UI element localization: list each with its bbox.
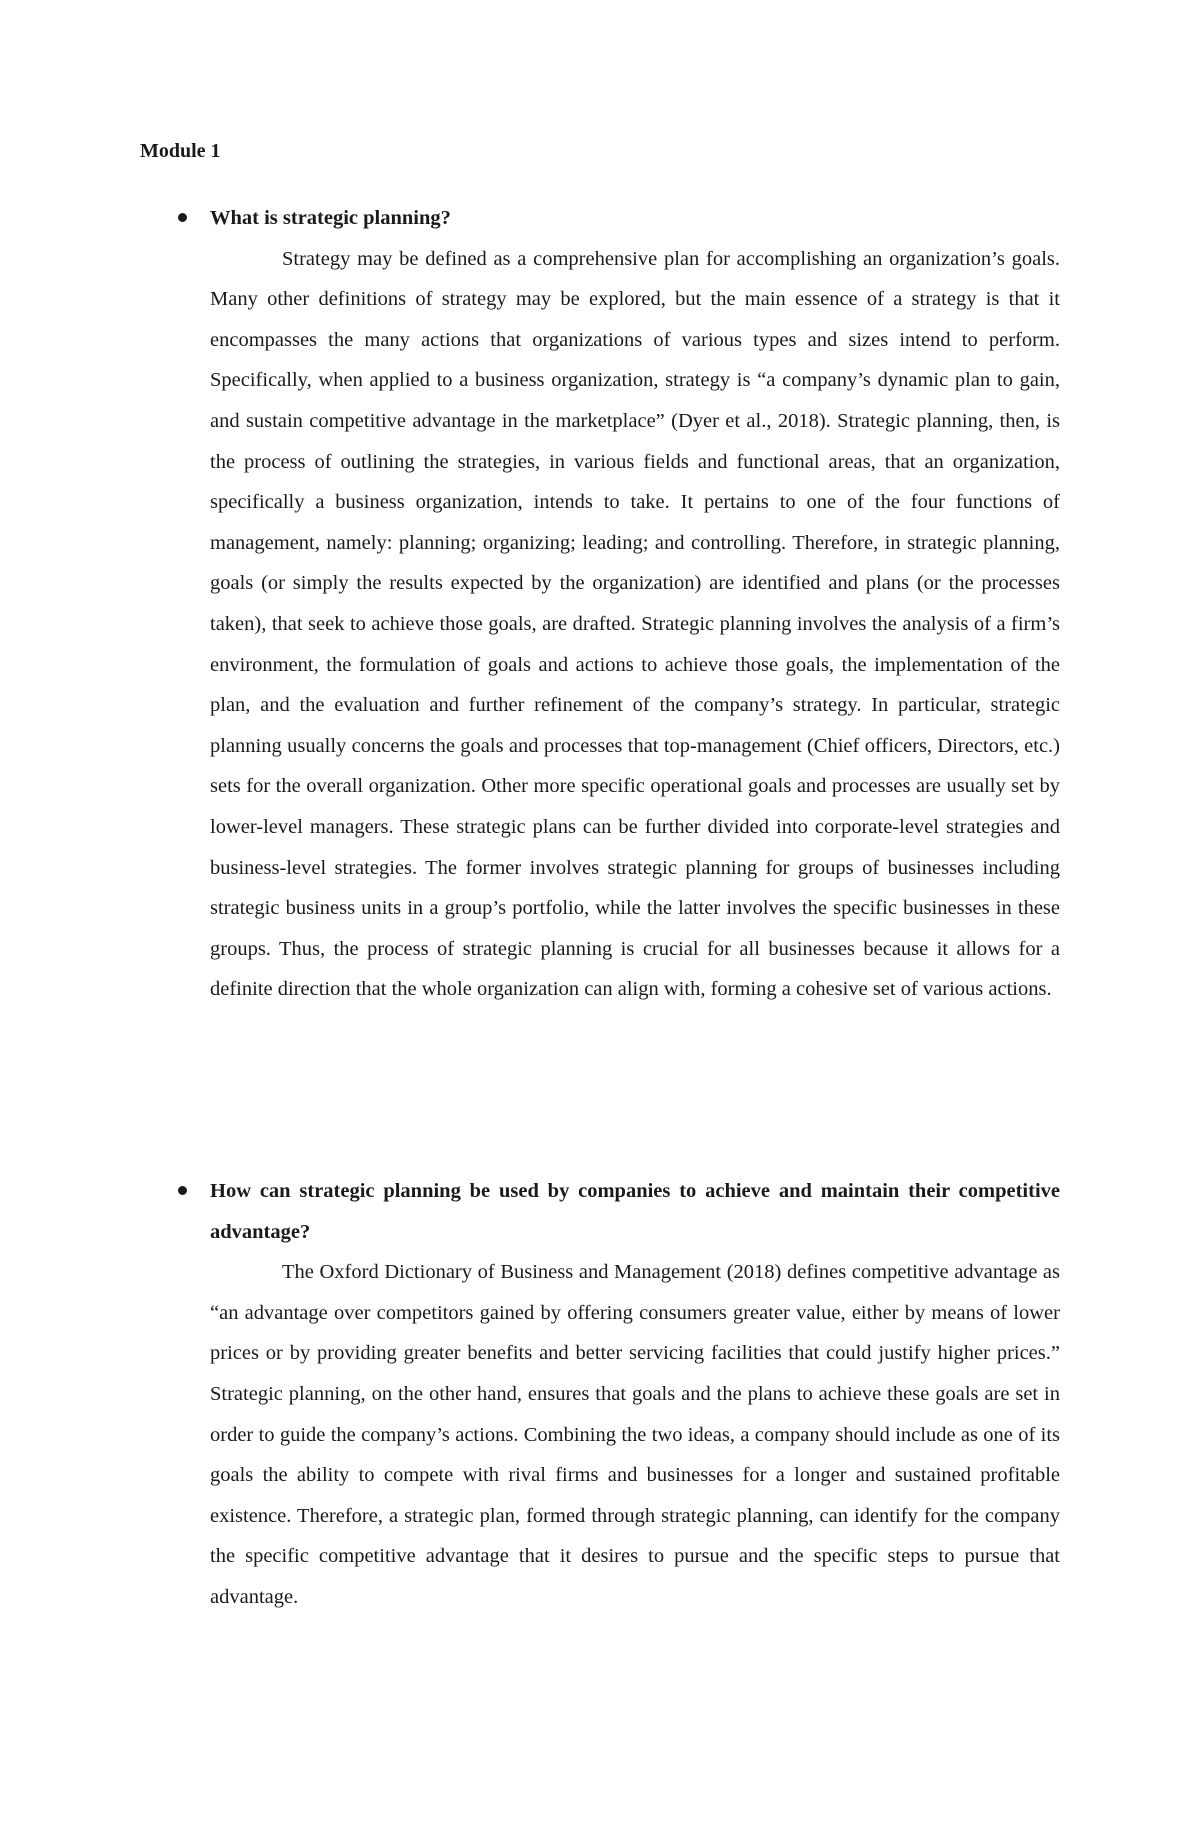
bullet-item (140, 1171, 1060, 1252)
bullet-icon (140, 1171, 210, 1211)
section-question: What is strategic planning? (210, 207, 451, 229)
section-body-paragraph: The Oxford Dictionary of Business and Management (2018) defines competitive advantage as “an advantage over competitors gained by offering consumers greater value, either by means of lower prices or by providing greater benefits and better servicing facilities that could justify higher prices.” Strategic planning, on the other hand, ensures that goals and the plans to achieve these goals are set in order to guide the company’s actions. Combining the two ideas, a company should include as one of its goals the ability to compete with rival firms and businesses for a longer and sustained profitable existence. Therefore, a strategic plan, formed through strategic planning, can identify for the company the specific competitive advantage that it desires to pursue and the specific steps to pursue that advantage. (210, 1261, 1060, 1608)
section-body-paragraph: Strategy may be defined as a comprehensive plan for accomplishing an organization’s goals. Many other definitions of strategy may be explored, but the main essence of a strategy is that it encompasses the many actions that organizations of various types and sizes intend to perform. Specifically, when applied to a business organization, strategy is “a company’s dynamic plan to gain, and sustain competitive advantage in the marketplace” (Dyer et al., 2018). Strategic planning, then, is the process of outlining the strategies, in various fields and functional areas, that an organization, specifically a business organization, intends to take. It pertains to one of the four functions of management, namely: planning; organizing; leading; and controlling. Therefore, in strategic planning, goals (or simply the results expected by the organization) are identified and plans (or the processes taken), that seek to achieve those goals, are drafted. Strategic planning involves the analysis of a firm’s environment, the formulation of goals and actions to achieve those goals, the implementation of the plan, and the evaluation and further refinement of the company’s strategy. In particular, strategic planning usually concerns the goals and processes that top-management (Chief officers, Directors, etc.) sets for the overall organization. Other more specific operational goals and processes are usually set by lower-level managers. These strategic plans can be further divided into corporate-level strategies and business-level strategies. The former involves strategic planning for groups of businesses including strategic business units in a group’s portfolio, while the latter involves the specific businesses in these groups. Thus, the process of strategic planning is crucial for all businesses because it allows for a definite direction that the whole organization can align with, forming a cohesive set of various actions. (210, 247, 1060, 1001)
section-question: How can strategic planning be used by companies to achieve and maintain their competitive advantage? (210, 1180, 1060, 1243)
section-competitive-advantage (140, 1171, 1060, 1618)
bullet-item (140, 198, 1060, 239)
module-title: Module 1 (140, 140, 221, 162)
section-strategic-planning (140, 198, 1060, 1010)
bullet-icon (140, 198, 210, 238)
